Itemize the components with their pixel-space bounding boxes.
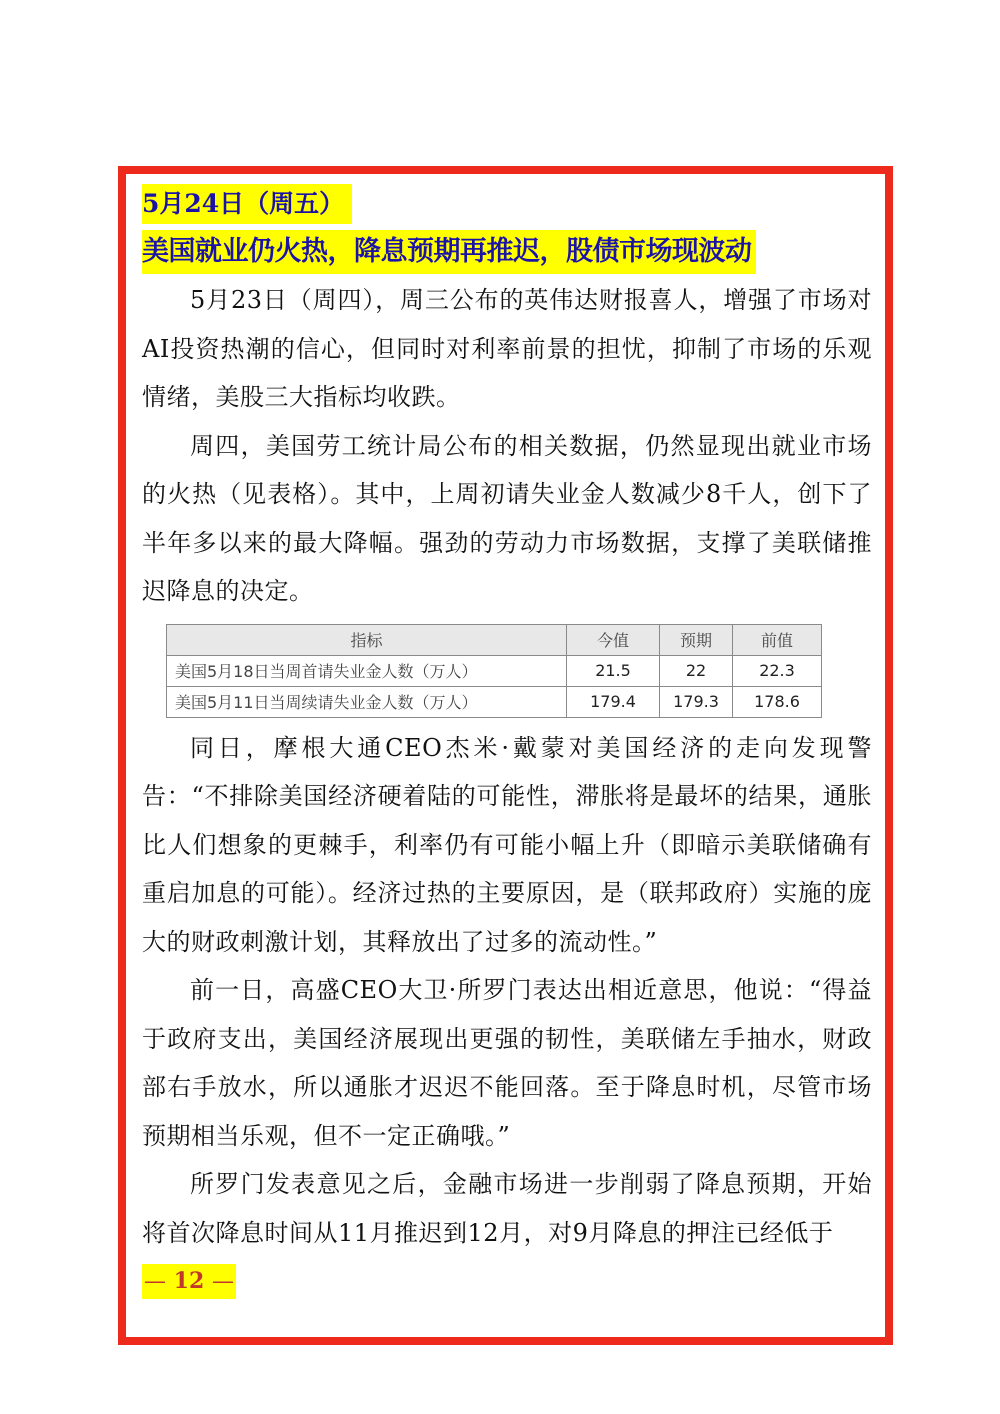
table-cell-expected: 179.3 (660, 686, 733, 717)
table-cell-indicator: 美国5月11日当周续请失业金人数（万人） (167, 686, 567, 717)
table-cell-current: 21.5 (567, 655, 660, 686)
jobless-claims-table (166, 624, 822, 718)
table-row (167, 655, 822, 686)
page-number (142, 1264, 236, 1299)
page-number-dash-left: — (144, 1269, 166, 1294)
table-row (167, 686, 822, 717)
table-cell-current: 179.4 (567, 686, 660, 717)
paragraph-labor-data: 周四，美国劳工统计局公布的相关数据，仍然显现出就业市场的火热（见表格）。其中，上周初请失业金人数减少8千人，创下了半年多以来的最大降幅。强劲的劳动力市场数据，支撑了美联储推迟降息的决定。 (142, 431, 872, 605)
paragraph-jpmorgan-warning: 同日，摩根大通CEO杰米·戴蒙对美国经济的走向发现警告：“不排除美国经济硬着陆的可能性，滞胀将是最坏的结果，通胀比人们想象的更棘手，利率仍有可能小幅上升（即暗示美联储确有重启加息的可能）。经济过热的主要原因，是（联邦政府）实施的庞大的财政刺激计划，其释放出了过多的流动性。” (142, 733, 872, 956)
table-header-row (167, 624, 822, 655)
table-header-current: 今值 (567, 624, 660, 655)
page-number-dash-right: — (211, 1269, 234, 1294)
paragraph-market-summary: 5月23日（周四），周三公布的英伟达财报喜人，增强了市场对AI投资热潮的信心，但同时对利率前景的担忧，抑制了市场的乐观情绪，美股三大指标均收跌。 (142, 286, 872, 411)
paragraph-rate-expectations: 所罗门发表意见之后，金融市场进一步削弱了降息预期，开始将首次降息时间从11月推迟到12月，对9月降息的押注已经低于 (142, 1170, 872, 1247)
table-header-indicator: 指标 (167, 624, 567, 655)
page-frame (118, 166, 893, 1345)
date-heading: 5月24日（周五） (142, 184, 352, 224)
table-cell-expected: 22 (660, 655, 733, 686)
table-header-expected: 预期 (660, 624, 733, 655)
table-cell-previous: 178.6 (733, 686, 822, 717)
table-cell-indicator: 美国5月18日当周首请失业金人数（万人） (167, 655, 567, 686)
table-cell-previous: 22.3 (733, 655, 822, 686)
article-headline: 美国就业仍火热，降息预期再推迟，股债市场现波动 (142, 230, 756, 274)
table-header-previous: 前值 (733, 624, 822, 655)
article-content (142, 184, 872, 1294)
page-number-value: 12 (173, 1268, 205, 1294)
paragraph-goldman-view: 前一日，高盛CEO大卫·所罗门表达出相近意思，他说：“得益于政府支出，美国经济展现出更强的韧性，美联储左手抽水，财政部右手放水，所以通胀才迟迟不能回落。至于降息时机，尽管市场预期相当乐观，但不一定正确哦。” (142, 976, 872, 1150)
